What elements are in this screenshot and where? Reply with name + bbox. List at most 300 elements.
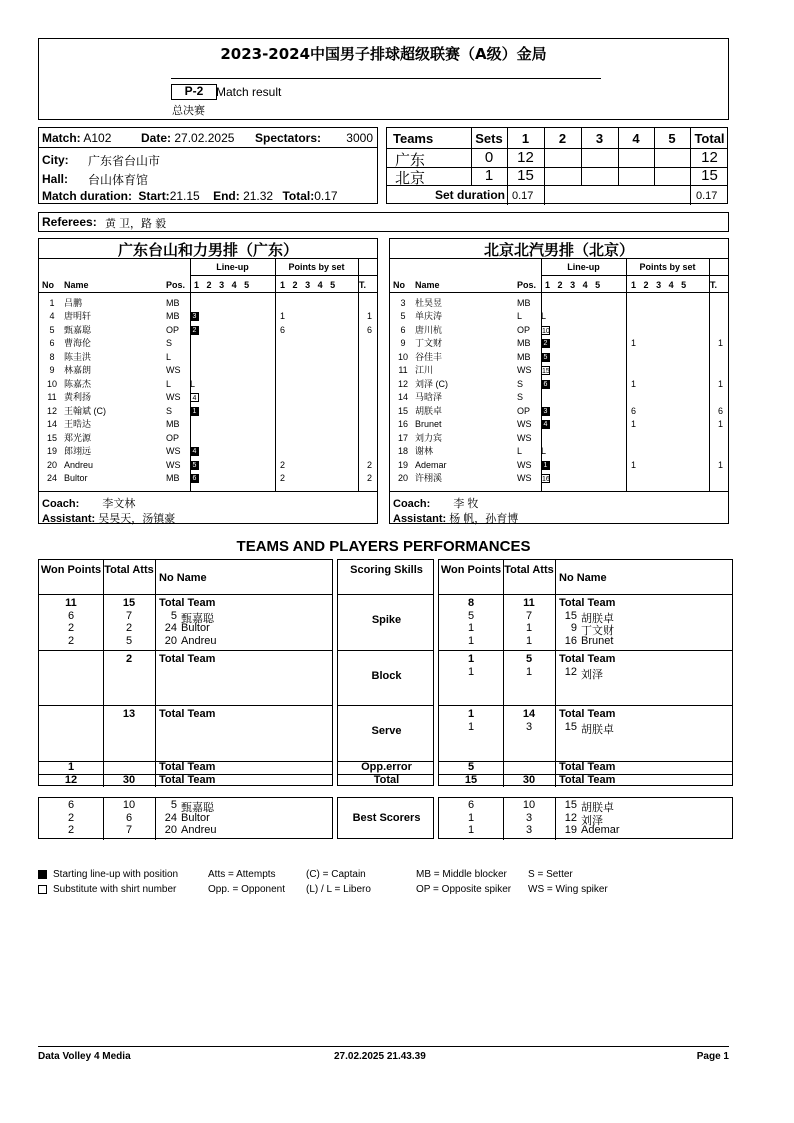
player-pos: WS [166,365,181,375]
home-col-total: Total Atts [104,564,154,576]
player-lineup [189,337,275,351]
perf-atts: 1 [525,634,533,647]
player-points: 1 [631,338,637,348]
best-scorers-label: Best Scorers [352,812,421,824]
away-assistant-line [393,510,518,526]
player-no: 18 [397,446,408,456]
player-total: 2 [366,473,372,483]
perf-opp-away: 5 [467,761,475,773]
player-lineup [189,378,275,392]
lineup-marker: 6 [190,474,199,483]
lineup-marker: 5 [190,461,199,470]
set-duration-label: Set duration [434,188,505,202]
set-num: 2 [643,280,649,290]
player-row [41,405,375,419]
hall-label: Hall: [42,172,69,186]
player-pos: WS [517,473,532,483]
player-pos: OP [517,405,531,416]
match-info-divider [39,147,377,148]
page-title: 2023-2024中国男子排球超级联赛（A级）金局 [220,45,547,63]
player-no: 19 [397,459,408,470]
col-pos: Pos. [166,280,186,290]
home-roster-table [41,279,375,486]
player-points: 1 [631,378,637,389]
player-name: 黄利扬 [64,392,92,402]
skills-performance-table [337,559,434,786]
city-label: City: [42,153,69,167]
player-points [626,391,710,405]
away-coach: 李 牧 [453,498,479,510]
perf-grid-line [439,650,732,651]
player-lineup [189,297,275,311]
player-no: 15 [397,405,408,416]
col-total: T. [710,280,718,290]
duration-label: Match duration: [42,189,132,203]
best-atts: 6 [125,811,133,824]
perf-atts: 13 [122,708,136,720]
player-points [626,351,710,365]
header-box [38,38,729,120]
perf-player-name: 胡朕卓 [581,612,614,625]
perf-player-name: Bultor [181,622,210,634]
away-assistant-label: Assistant: [393,513,447,525]
set-num: 2 [557,280,563,290]
player-total [359,378,375,392]
score-box [386,127,728,204]
set-duration-1: 0.17 [512,190,534,202]
player-total [710,351,726,365]
end-label: End: [213,189,240,203]
referees-label: Referees: [42,215,97,229]
player-no: 8 [49,351,55,362]
player-pos: OP [166,432,180,443]
away-roster-line [541,275,728,276]
perf-player-no: 5 [170,609,177,622]
away-points-header: Points by set [639,262,696,272]
away-performance-table [438,559,733,786]
away-roster-table [392,279,726,486]
perf-won: 2 [67,634,75,647]
perf-grid-line [155,798,156,840]
perf-opp-away-label: Total Team [559,761,616,773]
player-lineup [540,405,626,419]
player-name: 唐明轩 [64,311,92,321]
set-num: 5 [681,280,687,290]
lineup-marker: 3 [541,407,550,416]
perf-atts: 7 [525,609,533,622]
player-no: 24 [46,473,57,483]
player-name: 谷佳丰 [415,351,443,362]
score-total-away: 15 [701,167,718,184]
home-roster-line [39,258,377,259]
best-atts: 3 [525,811,533,824]
score-total-home: 12 [701,149,718,166]
player-points [626,297,710,311]
player-no: 11 [398,365,408,375]
perf-atts: 15 [122,597,136,609]
skill-block: Block [371,669,402,682]
player-total: 6 [366,324,372,335]
home-lineup-header: Line-up [216,262,249,272]
perf-atts: 2 [125,622,133,634]
player-pos: WS [517,365,532,375]
player-pos: S [517,378,524,389]
player-no: 10 [397,351,408,362]
score-s1-home: 12 [517,149,534,166]
legend-captain: (C) = Captain [306,869,366,880]
perf-player-name: 丁文财 [581,625,614,637]
home-assistant-label: Assistant: [42,513,96,525]
player-lineup [540,378,626,392]
perf-player-name: Total Team [159,708,216,720]
player-total [359,364,375,378]
perf-player-name: Total Team [559,708,616,720]
score-header-set3: 3 [595,131,604,146]
player-row [41,337,375,351]
footer-line [38,1046,729,1047]
player-pos: OP [517,324,531,335]
perf-won: 1 [467,720,475,733]
player-pos: MB [517,338,531,348]
set-num: 4 [231,280,237,290]
player-total [359,351,375,365]
player-points [626,445,710,459]
player-no: 4 [49,311,55,321]
player-row [392,459,726,473]
player-lineup [540,445,626,459]
player-name: 单庆涛 [415,311,443,321]
home-assistant: 吴昊天，汤镇豪 [98,513,176,525]
perf-atts: 1 [525,665,533,678]
best-won: 2 [67,824,75,836]
player-pos: MB [166,473,180,483]
end-time: 21.32 [243,189,274,203]
player-points: 6 [280,324,286,335]
player-name: 刘泽 (C) [415,378,448,389]
player-name: 谢林 [415,446,434,456]
legend-libero: (L) / L = Libero [306,884,371,895]
performance-title: TEAMS AND PLAYERS PERFORMANCES [236,538,531,555]
libero-marker: L [541,446,547,456]
best-won: 6 [67,799,75,811]
set-num: 3 [656,280,662,290]
away-coach-line [393,495,478,511]
player-no: 14 [46,419,57,429]
player-points: 2 [280,459,286,470]
player-pos: S [166,338,173,348]
perf-player-no: 15 [564,720,577,733]
player-points: 6 [631,405,637,416]
player-points [275,445,359,459]
skill-total: Total [373,774,400,786]
player-row [41,459,375,473]
player-name: 胡朕卓 [415,405,443,416]
match-info-line-1 [42,131,111,145]
player-lineup [540,432,626,446]
score-header-set4: 4 [632,131,640,146]
player-points [275,405,359,419]
score-header-set2: 2 [558,131,567,146]
legend-atts: Atts = Attempts [208,869,276,880]
player-lineup [540,324,626,338]
player-lineup [540,391,626,405]
col-name: Name [415,280,440,290]
perf-grid-line [439,705,732,706]
perf-atts: 1 [525,622,533,634]
perf-player-name: Brunet [581,634,614,647]
best-player-no: 24 [164,811,177,824]
legend-start-square-icon [38,870,47,879]
player-lineup [189,459,275,473]
player-pos: L [166,378,172,389]
player-total [359,391,375,405]
player-row [41,432,375,446]
player-points [275,418,359,432]
perf-grid-line [39,705,332,706]
player-name: Brunet [415,419,442,429]
perf-player-name: Andreu [181,634,217,647]
footer-right: Page 1 [696,1051,729,1062]
player-total [359,337,375,351]
player-lineup [540,337,626,351]
player-lineup [189,432,275,446]
best-won: 2 [67,811,75,824]
best-won: 6 [467,799,475,811]
best-player-name: 刘泽 [581,814,603,827]
home-roster-header-row [41,279,375,293]
footer-center: 27.02.2025 21.43.39 [334,1051,426,1062]
player-name: 江川 [415,365,434,375]
away-best-scorers [438,797,733,839]
best-player-no: 12 [564,811,577,824]
player-name: 郑光源 [64,432,92,443]
player-name: 杜昊昱 [415,297,443,308]
home-points-header: Points by set [288,262,345,272]
player-points [275,378,359,392]
player-row [392,378,726,392]
match-info-box [38,127,378,204]
player-total: 1 [717,338,723,348]
player-row [41,297,375,311]
player-row [41,445,375,459]
player-total [359,297,375,311]
player-pos: WS [517,459,532,470]
referees-box [38,212,729,232]
set-num: 5 [330,280,336,290]
player-row [41,351,375,365]
home-roster-line [39,491,377,492]
player-lineup [189,310,275,324]
perf-won: 1 [467,708,475,720]
player-name: 刘力宾 [415,432,443,443]
player-no: 12 [46,405,57,416]
score-header-teams: Teams [393,131,434,146]
best-atts: 7 [125,824,133,836]
set-num: 3 [219,280,225,290]
best-atts: 10 [522,799,536,811]
best-atts: 10 [122,799,136,811]
date-label: Date: [141,131,172,145]
player-points: 1 [631,419,637,429]
set-duration-total: 0.17 [696,190,718,202]
player-points [626,310,710,324]
perf-total-away-label: Total Team [559,774,616,786]
away-roster-header-row [392,279,726,293]
best-player-name: Bultor [181,811,210,824]
player-row [41,391,375,405]
player-name: 甄嘉聪 [64,324,92,335]
best-player-name: Ademar [581,824,620,836]
player-total [359,405,375,419]
player-name: 马晗泽 [415,392,443,402]
player-points [275,432,359,446]
player-points [626,432,710,446]
player-row [41,324,375,338]
perf-grid-line [338,594,433,595]
col-name: Name [64,280,89,290]
player-no: 6 [400,324,406,335]
perf-atts: 14 [522,708,536,720]
set-num: 3 [570,280,576,290]
score-header-total: Total [694,131,725,146]
player-row [41,310,375,324]
doc-type: Match result [216,85,282,99]
perf-won: 6 [67,609,75,622]
score-sets-away: 1 [484,167,494,184]
legend-s: S = Setter [528,869,573,880]
title-underline [171,78,601,79]
best-player-name: 胡朕卓 [581,802,614,814]
player-no: 20 [397,473,408,483]
player-row [392,337,726,351]
set-num: 4 [668,280,674,290]
best-player-no: 5 [170,799,177,811]
home-coach-label: Coach: [42,498,80,510]
player-points [275,351,359,365]
perf-won: 2 [67,622,75,634]
player-row [392,324,726,338]
player-no: 20 [46,459,57,470]
set-num: 4 [317,280,323,290]
player-pos: OP [166,324,180,335]
player-lineup [189,324,275,338]
set-num: 1 [545,280,551,290]
player-total [710,445,726,459]
home-col-won: Won Points [40,564,102,576]
player-name: 林嘉朗 [64,365,92,375]
perf-grid-line [39,650,332,651]
player-pos: MB [166,311,180,321]
best-scorers-label-box [337,797,434,839]
player-total [359,418,375,432]
player-lineup [189,391,275,405]
libero-marker: L [190,378,196,389]
set-num: 1 [280,280,286,290]
home-roster-line [190,275,377,276]
match-date-line [141,131,234,145]
set-num: 1 [631,280,637,290]
total-time: 0.17 [314,189,338,203]
player-points [626,364,710,378]
lineup-marker: 2 [190,326,199,335]
player-lineup [540,472,626,486]
player-total [710,391,726,405]
col-no: No [42,280,54,290]
perf-atts: 5 [125,634,133,647]
best-won: 1 [467,811,475,824]
player-points [275,337,359,351]
doc-code: P-2 [171,84,217,100]
lineup-marker: 2 [541,339,550,348]
set-num: 4 [582,280,588,290]
best-won: 1 [467,824,475,836]
player-total [710,472,726,486]
start-label: Start: [138,189,170,203]
player-no: 9 [400,338,406,348]
legend-substitute: Substitute with shirt number [53,884,177,895]
lineup-marker: 4 [190,447,199,456]
player-points [275,297,359,311]
player-total: 6 [717,405,723,416]
legend-opp: Opp. = Opponent [208,884,286,895]
lineup-marker: 1 [190,407,199,416]
player-name: Bultor [64,473,88,483]
lineup-marker: 5 [541,353,550,362]
player-row [392,405,726,419]
best-player-name: Andreu [181,824,217,836]
away-lineup-header: Line-up [567,262,600,272]
player-total [359,445,375,459]
lineup-marker: 3 [190,312,199,321]
lineup-marker: 16 [542,476,550,484]
perf-player-name: Total Team [559,597,616,609]
player-no: 12 [397,378,408,389]
legend-mb: MB = Middle blocker [416,869,507,880]
away-coach-label: Coach: [393,498,431,510]
player-no: 19 [46,446,57,456]
player-no: 15 [46,432,57,443]
perf-grid-line [338,705,433,706]
perf-player-no: 9 [570,622,577,634]
match-duration-line [42,189,338,203]
player-pos: WS [517,432,532,443]
player-no: 14 [397,392,408,402]
perf-total-away-won: 15 [464,774,478,786]
score-team-away: 北京 [395,170,426,187]
col-lineup-sets [540,279,626,293]
col-points-sets [626,279,710,293]
col-points-sets [275,279,359,293]
legend-op: OP = Opposite spiker [416,884,512,895]
skill-opp-error: Opp.error [361,761,412,773]
player-points: 2 [280,473,286,483]
player-total: 1 [717,378,723,389]
perf-grid-line [555,798,556,840]
player-pos: S [517,392,524,402]
player-name: 王晧达 [64,419,92,429]
perf-won: 1 [467,653,475,665]
skill-spike: Spike [371,614,402,626]
home-col-noname: No Name [159,572,207,584]
player-pos: MB [166,419,180,429]
skill-serve: Serve [371,725,402,737]
player-name: 丁文财 [415,338,443,348]
player-total [710,297,726,311]
best-player-name: 甄嘉聪 [181,802,214,814]
player-pos: S [166,405,173,416]
player-pos: MB [517,297,531,308]
perf-player-name: 刘泽 [581,668,603,681]
